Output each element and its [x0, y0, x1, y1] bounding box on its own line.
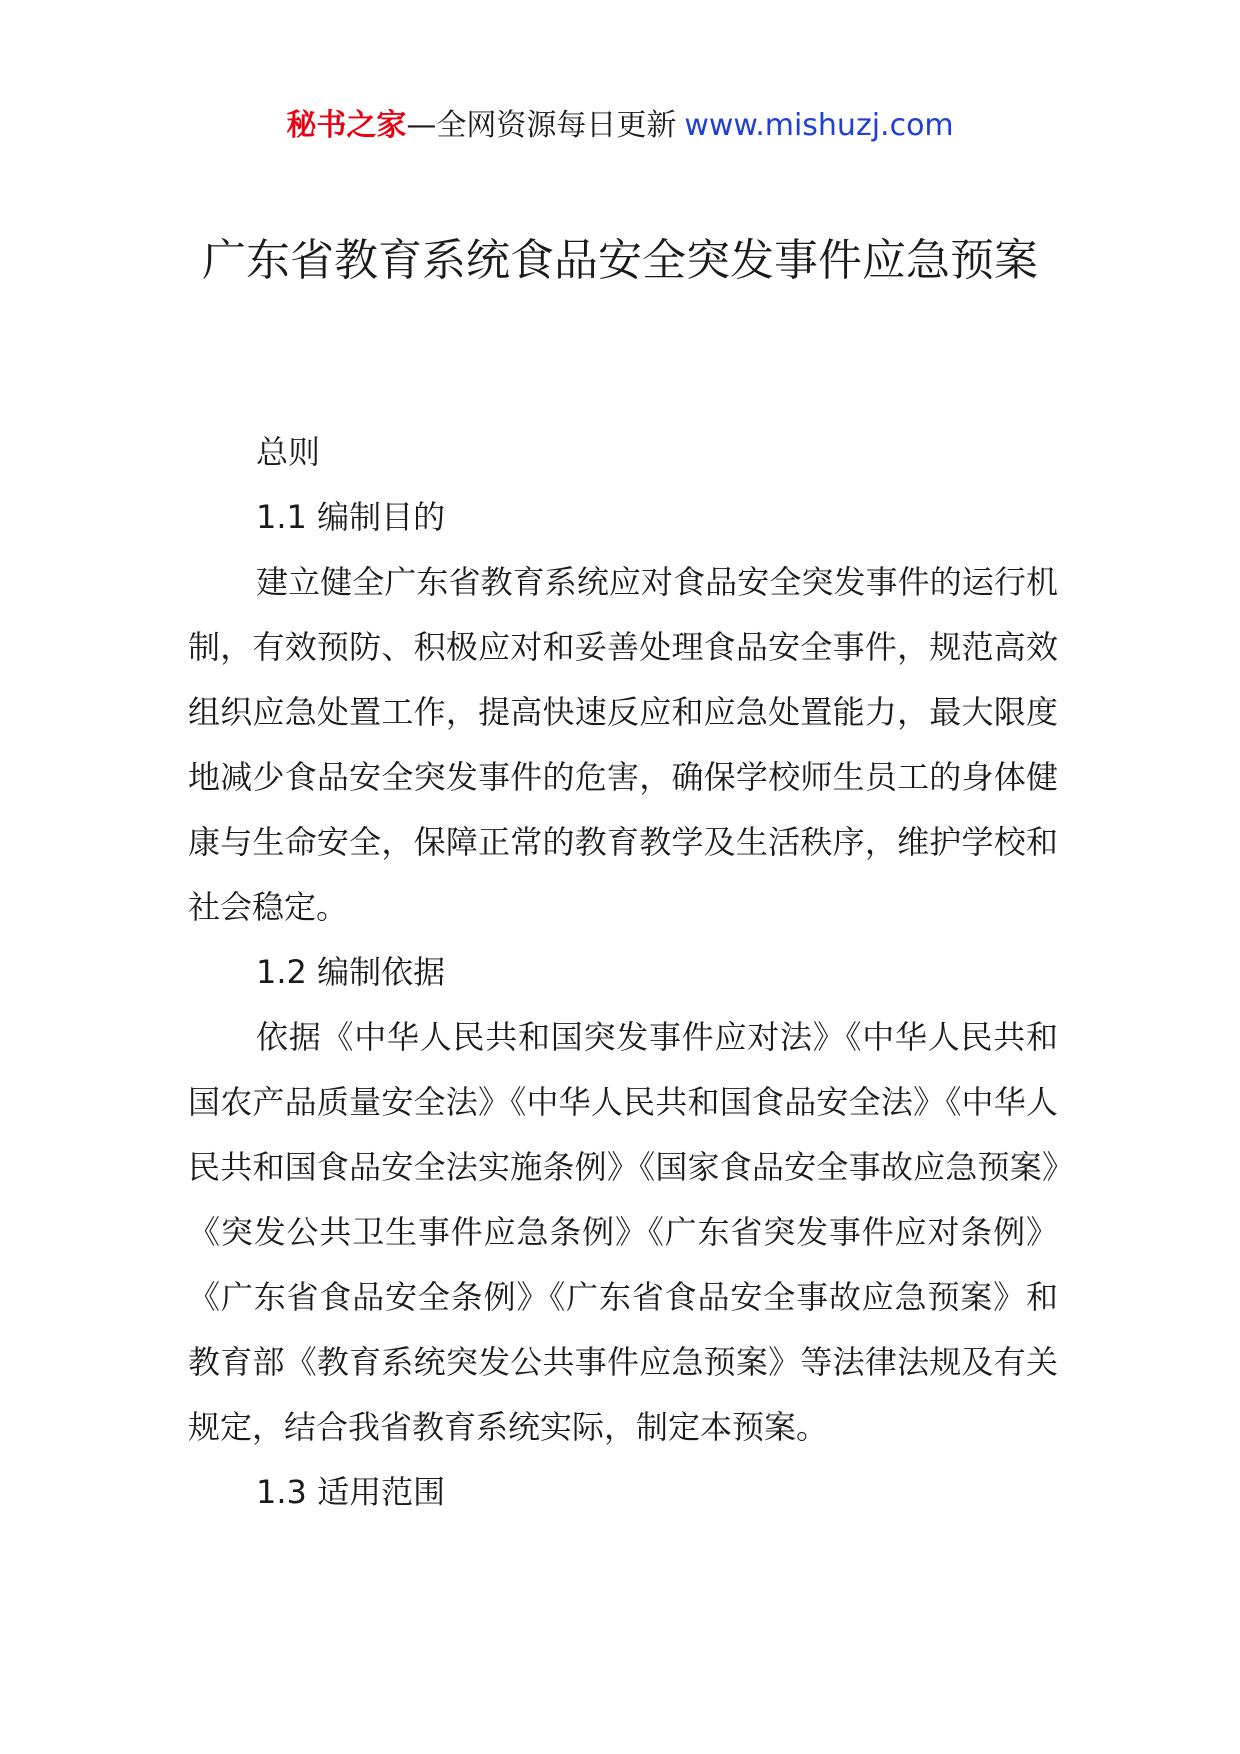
document-body [188, 420, 1058, 1525]
section-heading-purpose: 1.1 编制目的 [256, 498, 446, 536]
section-heading-scope: 1.3 适用范围 [256, 1473, 446, 1511]
paragraph-purpose: 建立健全广东省教育系统应对食品安全突发事件的运行机制，有效预防、积极应对和妥善处理食品安全事件，规范高效组织应急处置工作，提高快速反应和应急处置能力，最大限度地减少食品安全突发事件的危害，确保学校师生员工的身体健康与生命安全，保障正常的教育教学及生活秩序，维护学校和社会稳定。 [188, 563, 1058, 926]
site-header [0, 98, 1240, 154]
document-title: 广东省教育系统食品安全突发事件应急预案 [202, 235, 1038, 286]
brand-name: 秘书之家 [286, 108, 407, 143]
section-heading-basis: 1.2 编制依据 [256, 953, 446, 991]
site-url-link[interactable]: www.mishuzj.com [684, 108, 954, 143]
header-tagline: —全网资源每日更新 [406, 108, 677, 143]
section-heading-general: 总则 [256, 433, 321, 471]
paragraph-basis: 依据《中华人民共和国突发事件应对法》《中华人民共和国农产品质量安全法》《中华人民共和国食品安全法》《中华人民共和国食品安全法实施条例》《国家食品安全事故应急预案》《突发公共卫生事件应急条例》《广东省突发事件应对条例》《广东省食品安全条例》《广东省食品安全事故应急预案》和教育部《教育系统突发公共事件应急预案》等法律法规及有关规定，结合我省教育系统实际，制定本预案。 [188, 1018, 1058, 1446]
